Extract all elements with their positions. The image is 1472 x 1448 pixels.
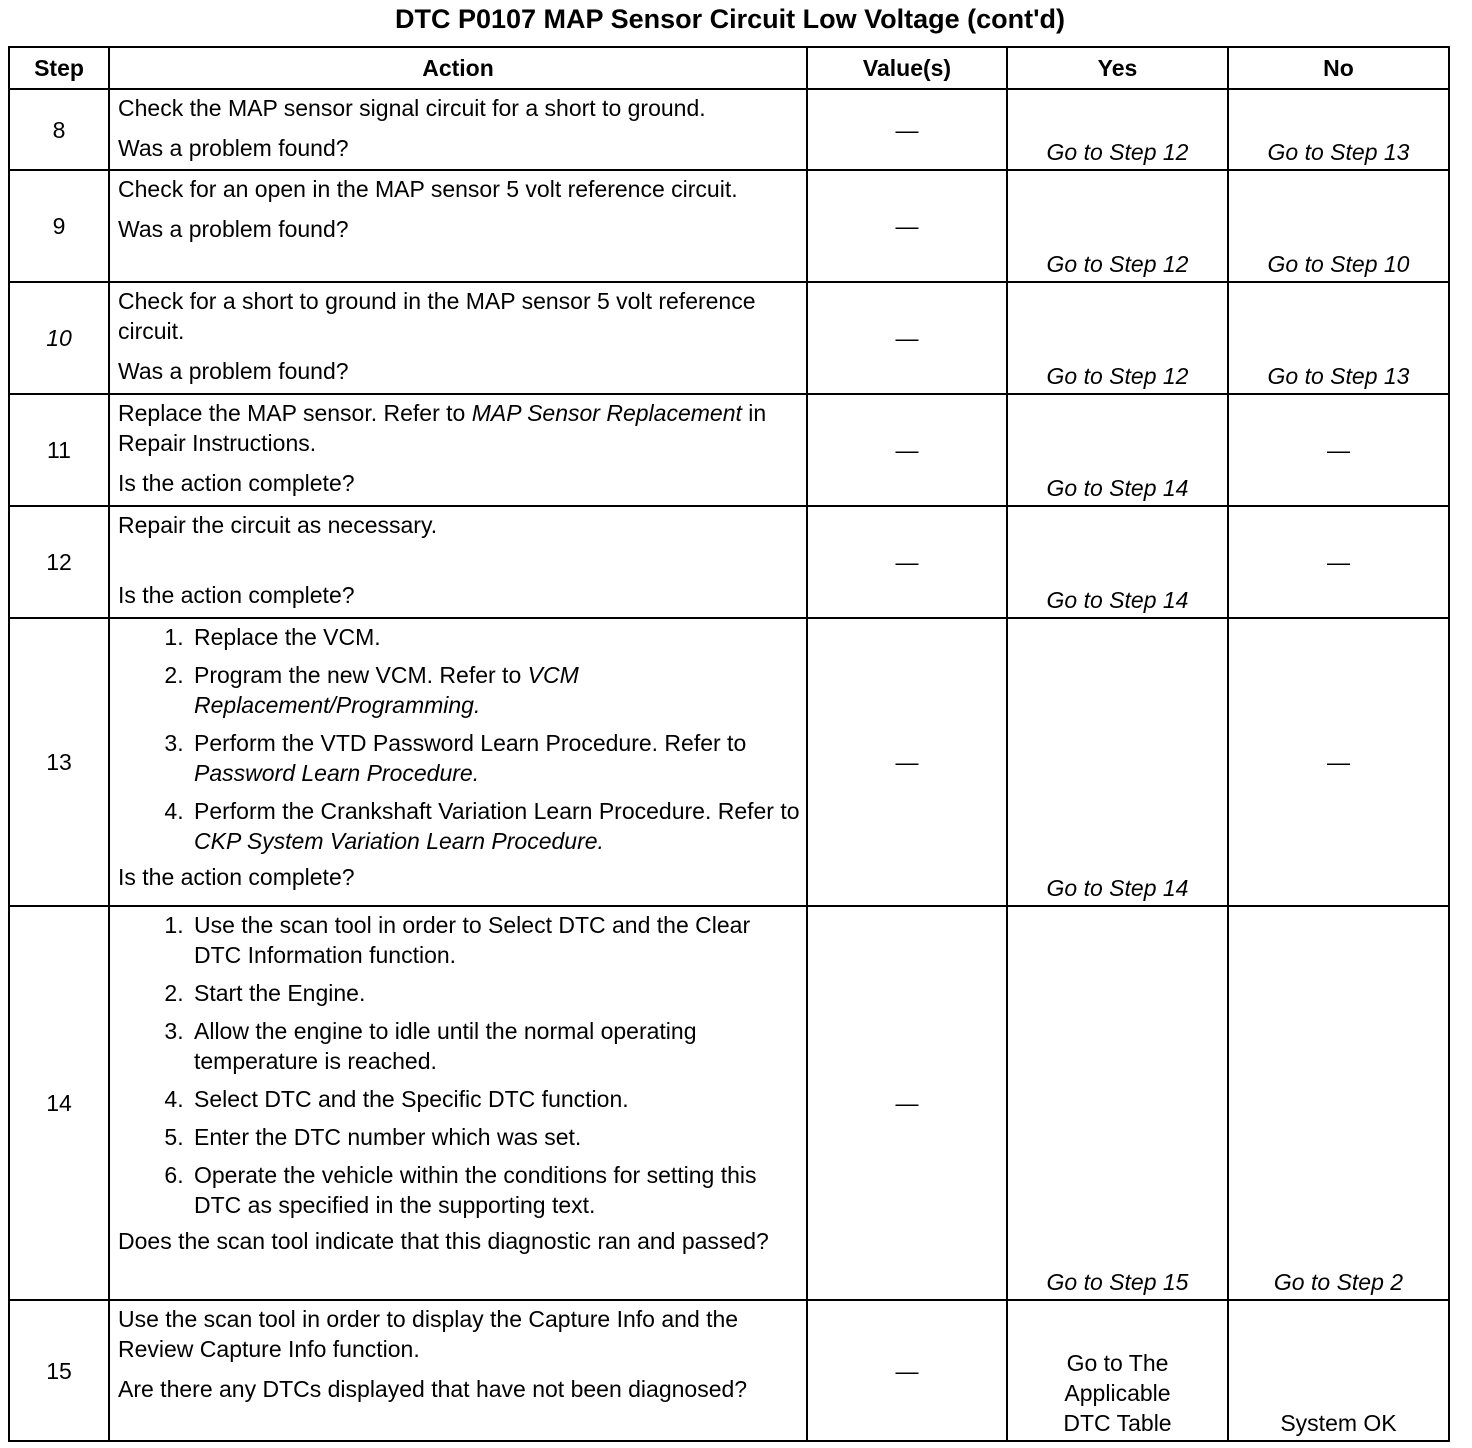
procedure-reference: Password Learn Procedure (194, 760, 473, 786)
value-cell: — (807, 89, 1007, 170)
yes-cell: Go to Step 14 (1007, 394, 1228, 506)
list-item-end: . (597, 828, 604, 854)
table-row-step-14 (9, 906, 1449, 1300)
yes-cell: Go to Step 12 (1007, 89, 1228, 170)
action-cell (109, 89, 807, 170)
value-cell: — (807, 394, 1007, 506)
step-number: 15 (9, 1300, 109, 1441)
no-cell: — (1228, 506, 1449, 618)
action-text: Check for an open in the MAP sensor 5 volt reference circuit. (118, 176, 738, 202)
header-row (9, 47, 1449, 89)
header-yes: Yes (1007, 47, 1228, 89)
yes-cell: Go to Step 12 (1007, 282, 1228, 394)
table-row-step-8 (9, 89, 1449, 170)
action-text-part: in Repair Instructions. (118, 400, 767, 456)
step-number: 13 (9, 618, 109, 906)
action-cell (109, 394, 807, 506)
step-number: 11 (9, 394, 109, 506)
action-question: Was a problem found? (118, 135, 349, 161)
action-question: Is the action complete? (118, 864, 355, 890)
yes-line: Applicable (1064, 1380, 1171, 1406)
action-text (118, 398, 800, 458)
header-no: No (1228, 47, 1449, 89)
header-action: Action (109, 47, 807, 89)
list-item-end: . (472, 760, 480, 786)
yes-line: Go to The (1066, 1350, 1169, 1376)
yes-cell (1007, 1300, 1228, 1441)
step-number: 10 (9, 282, 109, 394)
action-question: Are there any DTCs displayed that have not been diagnosed? (118, 1376, 748, 1402)
procedure-list (118, 622, 800, 856)
table-row-step-12 (9, 506, 1449, 618)
value-cell: — (807, 282, 1007, 394)
no-cell: — (1228, 618, 1449, 906)
procedure-list (118, 910, 800, 1220)
value-cell: — (807, 170, 1007, 282)
list-item (190, 728, 800, 788)
no-cell: Go to Step 13 (1228, 89, 1449, 170)
yes-line: DTC Table (1063, 1410, 1172, 1436)
list-item-end: . (473, 692, 481, 718)
header-values: Value(s) (807, 47, 1007, 89)
table-row-step-10 (9, 282, 1449, 394)
list-item: 4. Select DTC and the Specific DTC function. (190, 1084, 800, 1114)
action-cell (109, 170, 807, 282)
no-cell: Go to Step 13 (1228, 282, 1449, 394)
procedure-reference: CKP System Variation Learn Procedure (194, 828, 598, 854)
action-question: Is the action complete? (118, 470, 355, 496)
list-item (190, 622, 800, 652)
no-cell: System OK (1228, 1300, 1449, 1441)
procedure-reference: VCM Replacement/Programming (194, 662, 579, 718)
diagnostic-table (8, 46, 1450, 1442)
table-row-step-11 (9, 394, 1449, 506)
yes-cell: Go to Step 15 (1007, 906, 1228, 1300)
action-cell (109, 906, 807, 1300)
action-question: Is the action complete? (118, 582, 355, 608)
action-text: Check the MAP sensor signal circuit for a short to ground. (118, 95, 706, 121)
action-cell (109, 506, 807, 618)
no-cell: Go to Step 2 (1228, 906, 1449, 1300)
list-item-text: Perform the VTD Password Learn Procedure. Refer to (194, 730, 747, 756)
step-number: 8 (9, 89, 109, 170)
step-number: 14 (9, 906, 109, 1300)
action-cell (109, 282, 807, 394)
no-cell: Go to Step 10 (1228, 170, 1449, 282)
list-item: 6. Operate the vehicle within the conditions for setting this DTC as specified in the supporting text. (190, 1160, 800, 1220)
action-text-part: Replace the MAP sensor. Refer to (118, 400, 472, 426)
table-row-step-13 (9, 618, 1449, 906)
yes-cell: Go to Step 14 (1007, 506, 1228, 618)
action-text: Use the scan tool in order to display the Capture Info and the Review Capture Info function. (118, 1306, 739, 1362)
yes-cell: Go to Step 12 (1007, 170, 1228, 282)
list-item: 2. Start the Engine. (190, 978, 800, 1008)
action-question: Was a problem found? (118, 216, 349, 242)
list-item: 5. Enter the DTC number which was set. (190, 1122, 800, 1152)
action-cell (109, 1300, 807, 1441)
action-question: Does the scan tool indicate that this diagnostic ran and passed? (118, 1228, 769, 1254)
step-number: 9 (9, 170, 109, 282)
value-cell: — (807, 1300, 1007, 1441)
action-text: Check for a short to ground in the MAP sensor 5 volt reference circuit. (118, 288, 756, 344)
step-number: 12 (9, 506, 109, 618)
page-title: DTC P0107 MAP Sensor Circuit Low Voltage (cont'd) (394, 4, 1066, 34)
value-cell: — (807, 906, 1007, 1300)
table-row-step-15 (9, 1300, 1449, 1441)
procedure-reference: MAP Sensor Replacement (471, 400, 742, 426)
value-cell: — (807, 618, 1007, 906)
action-text: Repair the circuit as necessary. (118, 512, 438, 538)
action-cell (109, 618, 807, 906)
header-step: Step (9, 47, 109, 89)
list-item (190, 660, 800, 720)
list-item: 3. Allow the engine to idle until the normal operating temperature is reached. (190, 1016, 800, 1076)
table-row-step-9 (9, 170, 1449, 282)
list-item-text: Perform the Crankshaft Variation Learn Procedure. Refer to (194, 798, 800, 824)
yes-cell: Go to Step 14 (1007, 618, 1228, 906)
list-item: 1. Use the scan tool in order to Select DTC and the Clear DTC Information function. (190, 910, 800, 970)
list-item-text: Program the new VCM. Refer to (194, 662, 528, 688)
list-item (190, 796, 800, 856)
list-item-text: Replace the VCM. (194, 624, 381, 650)
action-question: Was a problem found? (118, 358, 349, 384)
no-cell: — (1228, 394, 1449, 506)
value-cell: — (807, 506, 1007, 618)
